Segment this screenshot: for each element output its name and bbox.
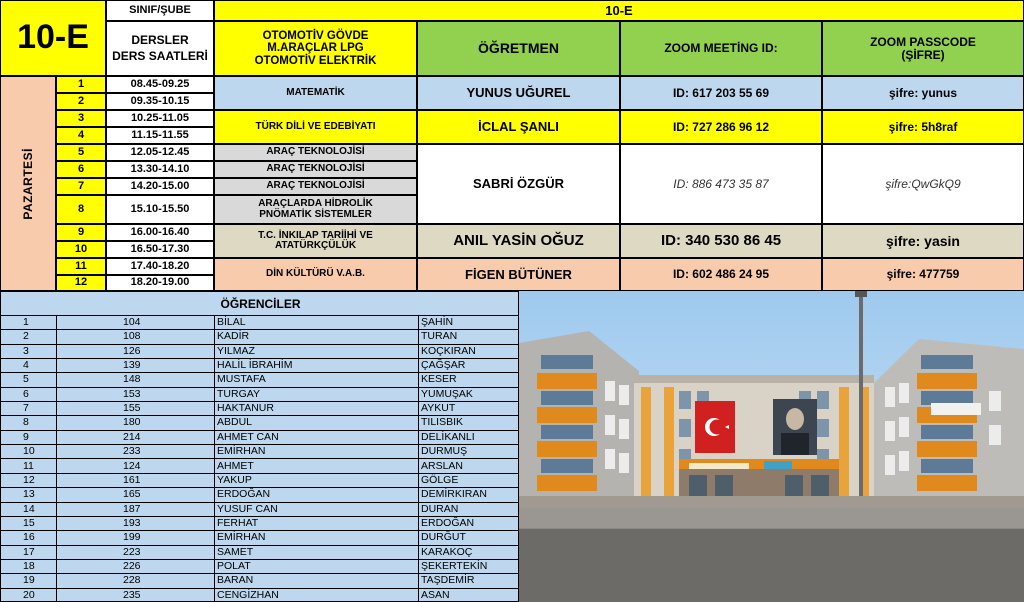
school-building-photo [519,291,1024,602]
student-name: ABDUL [217,416,253,429]
student-index: 8 [23,416,29,429]
dersler-label: DERSLER [131,33,189,48]
period-time: 10.25-11.05 [106,110,214,127]
subject-matematik: MATEMATİK [214,76,417,110]
student-row [1,388,520,402]
student-row [1,560,520,574]
period-time: 13.30-14.10 [106,161,214,178]
student-surname: ASAN [421,588,450,601]
student-row [1,345,520,359]
period-number: 6 [56,161,106,178]
student-name: SAMET [217,545,254,558]
period-number: 4 [56,127,106,144]
student-index: 20 [23,588,35,601]
student-surname: KOÇKIRAN [421,344,476,357]
student-index: 5 [23,373,29,386]
student-surname: DURMUŞ [421,445,468,458]
student-number: 193 [123,516,141,529]
student-index: 15 [23,516,35,529]
student-row [1,373,520,387]
student-name: AHMET [217,459,254,472]
student-number: 155 [123,402,141,415]
student-name: TURGAY [217,387,260,400]
student-index: 12 [23,473,35,486]
period-time: 12.05-12.45 [106,144,214,161]
student-name: YAKUP [217,473,252,486]
student-number: 126 [123,344,141,357]
student-number: 187 [123,502,141,515]
password-turkce[interactable]: şifre: 5h8raf [822,110,1024,144]
student-surname: GÖLGE [421,473,459,486]
student-index: 4 [23,359,29,372]
period-time: 17.40-18.20 [106,258,214,275]
zoom-pass-line: ZOOM PASSCODE [870,34,976,49]
student-name: KADİR [217,330,250,343]
student-row [1,503,520,517]
student-name: MUSTAFA [217,373,266,386]
student-number: 233 [123,445,141,458]
student-number: 235 [123,588,141,601]
student-row [1,445,520,459]
student-name: CENGİZHAN [217,588,279,601]
program-line: OTOMOTİV ELEKTRİK [254,54,377,67]
zoom-id-inkilap[interactable]: ID: 340 530 86 45 [620,224,822,258]
student-surname: DEMİRKIRAN [421,488,487,501]
student-surname: ÇAĞŞAR [421,359,466,372]
student-name: AHMET CAN [217,430,279,443]
subject-arac: ARAÇ TEKNOLOJİSİ [214,178,417,195]
student-number: 108 [123,330,141,343]
student-index: 1 [23,316,29,328]
period-number: 12 [56,275,106,291]
student-row [1,359,520,373]
student-row [1,330,520,344]
student-row [1,460,520,474]
student-surname: KESER [421,373,457,386]
day-label: PAZARTESİ [20,147,35,220]
zoom-id-arac[interactable]: ID: 886 473 35 87 [620,144,822,224]
student-index: 13 [23,488,35,501]
student-surname: TILISBIK [421,416,464,429]
student-surname: DURĞUT [421,531,466,544]
student-row [1,402,520,416]
period-number: 5 [56,144,106,161]
class-banner: 10-E [214,0,1024,21]
zoom-pass-line: (ŞİFRE) [901,47,945,62]
teacher-turkce: İCLAL ŞANLI [417,110,620,144]
student-number: 165 [123,488,141,501]
student-number: 153 [123,387,141,400]
student-number: 124 [123,459,141,472]
student-number: 214 [123,430,141,443]
student-name: ERDOĞAN [217,488,271,501]
student-number: 180 [123,416,141,429]
student-surname: TAŞDEMİR [421,574,475,587]
sinif-sube-label: SINIF/ŞUBE [106,0,214,21]
student-number: 228 [123,574,141,587]
student-surname: TURAN [421,330,458,343]
password-inkilap[interactable]: şifre: yasin [822,224,1024,258]
period-time: 18.20-19.00 [106,275,214,291]
student-name: POLAT [217,559,251,572]
class-title: 10-E [0,0,106,76]
teacher-inkilap: ANIL YASİN OĞUZ [417,224,620,258]
zoom-pass-header [822,21,1024,76]
student-row [1,488,520,502]
period-number: 1 [56,76,106,93]
student-index: 9 [23,430,29,443]
student-number: 139 [123,359,141,372]
student-index: 14 [23,502,35,515]
period-time: 16.50-17.30 [106,241,214,258]
subject-turkce: TÜRK DİLİ VE EDEBİYATI [214,110,417,144]
student-row [1,574,520,588]
teacher-header: ÖĞRETMEN [417,21,620,76]
program-line: M.ARAÇLAR LPG [267,42,364,55]
subject-hidrolik: ARAÇLARDA HİDROLİK PNÖMATİK SİSTEMLER [214,195,417,224]
teacher-arac: SABRİ ÖZGÜR [417,144,620,224]
student-surname: KARAKOÇ [421,545,473,558]
student-name: BİLAL [217,316,246,328]
student-index: 18 [23,559,35,572]
student-number: 161 [123,473,141,486]
student-row [1,316,520,330]
student-name: EMİRHAN [217,445,266,458]
period-time: 16.00-16.40 [106,224,214,241]
program-header [214,21,417,76]
subject-arac: ARAÇ TEKNOLOJİSİ [214,144,417,161]
student-row [1,589,520,602]
student-number: 223 [123,545,141,558]
student-index: 2 [23,330,29,343]
zoom-id-matematik[interactable]: ID: 617 203 55 69 [620,76,822,110]
program-line: OTOMOTİV GÖVDE [262,30,369,43]
period-number: 11 [56,258,106,275]
student-surname: DELİKANLI [421,430,475,443]
dersler-header [106,21,214,76]
subject-din: DİN KÜLTÜRÜ V.A.B. [214,258,417,291]
student-index: 6 [23,387,29,400]
zoom-id-header: ZOOM MEETİNG ID: [620,21,822,76]
teacher-din: FİGEN BÜTÜNER [417,258,620,291]
student-name: FERHAT [217,516,259,529]
student-row [1,431,520,445]
students-title: ÖĞRENCİLER [1,292,520,316]
day-cell [0,76,56,291]
period-number: 7 [56,178,106,195]
student-name: YUSUF CAN [217,502,278,515]
student-name: HALİL İBRAHİM [217,359,293,372]
student-surname: YUMUŞAK [421,387,473,400]
period-number: 3 [56,110,106,127]
period-number: 2 [56,93,106,110]
student-index: 10 [23,445,35,458]
zoom-id-turkce[interactable]: ID: 727 286 96 12 [620,110,822,144]
period-number: 8 [56,195,106,224]
student-row [1,416,520,430]
student-index: 16 [23,531,35,544]
student-number: 226 [123,559,141,572]
period-time: 14.20-15.00 [106,178,214,195]
student-surname: ŞAHİN [421,316,454,328]
student-name: EMİRHAN [217,531,266,544]
period-number: 10 [56,241,106,258]
student-number: 104 [123,316,141,328]
student-index: 7 [23,402,29,415]
student-index: 19 [23,574,35,587]
subject-arac: ARAÇ TEKNOLOJİSİ [214,161,417,178]
student-surname: AYKUT [421,402,456,415]
student-index: 17 [23,545,35,558]
subject-inkilap: T.C. İNKILAP TARİİHİ VE ATATÜRKÇÜLÜK [214,224,417,258]
teacher-matematik: YUNUS UĞUREL [417,76,620,110]
student-name: BARAN [217,574,254,587]
zoom-id-din[interactable]: ID: 602 486 24 95 [620,258,822,291]
period-number: 9 [56,224,106,241]
student-index: 3 [23,344,29,357]
student-name: YILMAZ [217,344,255,357]
student-row [1,531,520,545]
password-din[interactable]: şifre: 477759 [822,258,1024,291]
student-row [1,546,520,560]
student-surname: ŞEKERTEKİN [421,559,488,572]
student-number: 199 [123,531,141,544]
period-time: 11.15-11.55 [106,127,214,144]
ders-saatleri-label: DERS SAATLERİ [112,49,208,63]
student-index: 11 [23,459,34,472]
students-table [0,291,519,602]
password-matematik[interactable]: şifre: yunus [822,76,1024,110]
period-time: 09.35-10.15 [106,93,214,110]
student-name: HAKTANUR [217,402,274,415]
student-surname: DURAN [421,502,459,515]
password-arac[interactable]: şifre:QwGkQ9 [822,144,1024,224]
student-number: 148 [123,373,141,386]
student-surname: ERDOĞAN [421,516,475,529]
period-time: 15.10-15.50 [106,195,214,224]
student-row [1,517,520,531]
student-row [1,474,520,488]
student-surname: ARSLAN [421,459,464,472]
period-time: 08.45-09.25 [106,76,214,93]
